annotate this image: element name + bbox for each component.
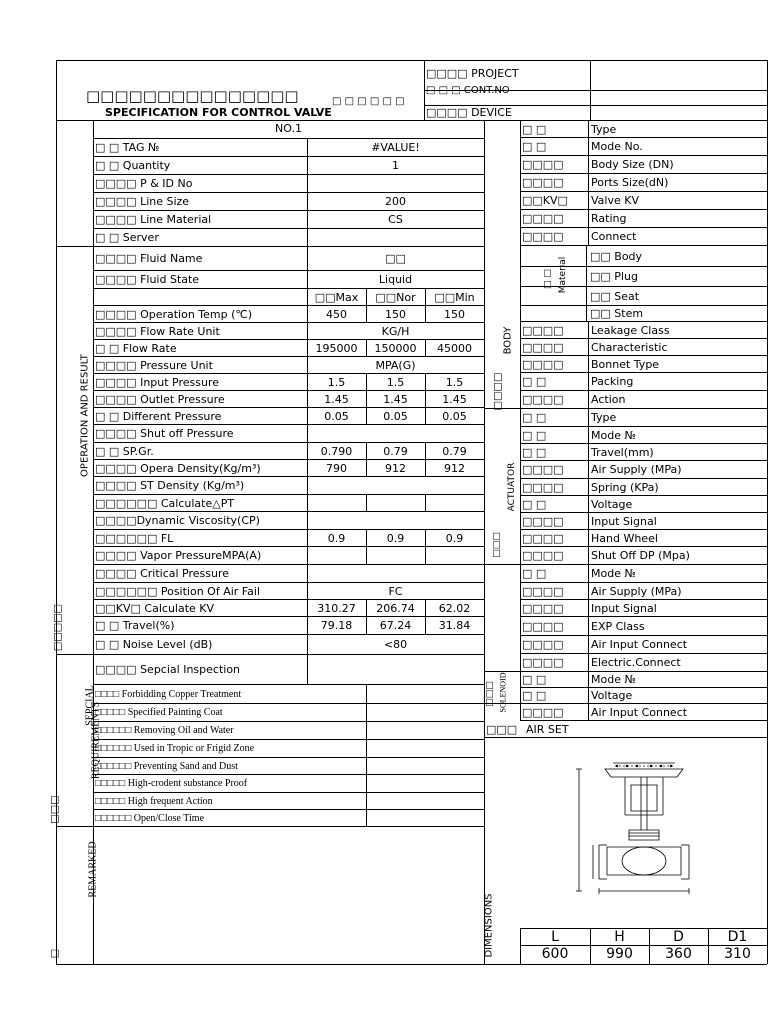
row-value: □□Max (314, 291, 359, 304)
row-label: □□□□ Line Size (95, 195, 190, 208)
right-row-cn: □□□□ (522, 176, 564, 189)
row-label: □ □ Noise Level (dB) (95, 638, 213, 651)
right-row-cn: □□□□ (522, 532, 564, 545)
grid-line (93, 634, 484, 635)
grid-line (93, 582, 484, 583)
grid-line (307, 546, 308, 564)
right-row-en: Leakage Class (591, 324, 670, 337)
row-label: □ □ SP.Gr. (95, 445, 154, 458)
dim-value: 600 (541, 946, 569, 962)
row-value: 1.5 (327, 376, 346, 389)
right-row-en: Spring (KPa) (591, 481, 659, 494)
special-row-label: □□□□ Forbidding Copper Treatment (95, 689, 242, 700)
row-label: □□□□ Fluid State (95, 273, 200, 286)
grid-line (520, 173, 767, 174)
row-value: 1.5 (445, 376, 464, 389)
right-row-cn: □ □ (522, 446, 547, 459)
grid-line (484, 671, 767, 672)
right-row-cn: □ □ (522, 123, 547, 136)
dim-header: D1 (727, 929, 748, 945)
row-label: □□□□ Input Pressure (95, 376, 220, 389)
special-row-label: □□□□□□ Open/Close Time (95, 813, 205, 824)
row-value: 0.79 (442, 445, 467, 458)
row-value: 0.9 (445, 532, 464, 545)
grid-line (520, 512, 767, 513)
right-row-en: Type (591, 123, 617, 136)
grid-line (425, 546, 426, 564)
right-row-en: EXP Class (591, 620, 645, 633)
special-row-label: □□□□□□ Used in Tropic or Frigid Zone (95, 743, 255, 754)
control-valve-drawing (565, 755, 745, 905)
material-row: □□ Stem (590, 307, 644, 320)
row-label: □□□□ Outlet Pressure (95, 393, 225, 406)
grid-line (93, 684, 484, 685)
row-value: 31.84 (438, 619, 471, 632)
grid-line (93, 246, 484, 247)
body-label: BODY (502, 326, 514, 355)
material-row: □□ Body (590, 250, 643, 263)
grid-line (520, 599, 767, 600)
row-value: KG/H (381, 325, 410, 338)
right-row-cn: □□□□ (522, 638, 564, 651)
right-row-cn: □□KV□ (522, 194, 568, 207)
right-row-en: Electric.Connect (591, 656, 681, 669)
row-label: □□KV□ Calculate KV (95, 602, 215, 615)
special-row-label: □□□□□□ Removing Oil and Water (95, 725, 234, 736)
row-value: 310.27 (317, 602, 356, 615)
right-row-cn: □□□□ (522, 585, 564, 598)
grid-line (520, 209, 767, 210)
grid-line (484, 408, 767, 409)
right-row-cn: □□□□ (522, 515, 564, 528)
row-label: □□□□ Vapor PressureMPA(A) (95, 549, 262, 562)
right-row-en: Bonnet Type (591, 358, 660, 371)
right-row-en: Voltage (591, 498, 633, 511)
right-row-en: Body Size (DN) (591, 158, 674, 171)
grid-line (520, 338, 767, 339)
grid-line (93, 511, 484, 512)
row-label: □□□□□□ Calculate△PT (95, 497, 235, 510)
row-value: 45000 (437, 342, 472, 355)
grid-line (520, 546, 767, 547)
row-label: □ □ Flow Rate (95, 342, 177, 355)
grid-line (307, 228, 308, 246)
grid-line (520, 355, 767, 356)
grid-line (93, 739, 484, 740)
right-row-en: Ports Size(dN) (591, 176, 669, 189)
right-row-en: Shut Off DP (Mpa) (591, 549, 690, 562)
grid-line (93, 174, 484, 175)
grid-line (520, 155, 767, 156)
right-row-cn: □ □ (522, 498, 547, 511)
right-row-en: Input Signal (591, 515, 657, 528)
row-label: □□□□□□ Position Of Air Fail (95, 585, 260, 598)
grid-line (56, 120, 767, 121)
right-row-cn: □□□□ (522, 341, 564, 354)
row-value: 1.5 (386, 376, 405, 389)
dim-header: D (673, 929, 684, 945)
special-row-label: □□□□□ High frequent Action (95, 796, 213, 807)
right-row-en: Characteristic (591, 341, 668, 354)
grid-line (307, 654, 308, 684)
grid-line (520, 720, 767, 721)
row-value: 150000 (374, 342, 417, 355)
row-label: □□□□ Opera Density(Kg/m³) (95, 462, 261, 475)
right-row-cn: □ □ (522, 411, 547, 424)
grid-line (366, 684, 367, 826)
row-value: 0.9 (386, 532, 405, 545)
grid-line (93, 228, 484, 229)
row-label: □□□□□□ FL (95, 532, 174, 545)
right-row-en: Mode № (591, 673, 636, 686)
grid-line (93, 356, 484, 357)
dim-value: 310 (724, 946, 751, 962)
remark-cn-label: □ (49, 948, 61, 959)
row-value: 200 (385, 195, 406, 208)
operation-label: OPERATION AND RESULT (79, 354, 91, 477)
material-cn-label: □ □ (543, 269, 553, 289)
right-row-en: Connect (591, 230, 637, 243)
row-value: 0.05 (383, 410, 408, 423)
row-label: □□□□ ST Density (Kg/m³) (95, 479, 245, 492)
grid-line (93, 809, 484, 810)
right-row-cn: □□□□ (522, 706, 564, 719)
grid-line (93, 192, 484, 193)
right-row-cn: □□□□ (522, 358, 564, 371)
body-cn-label: □□□□ (492, 372, 504, 411)
right-row-en: Valve KV (591, 194, 639, 207)
grid-line (588, 321, 589, 720)
grid-line (56, 246, 93, 247)
right-row-en: Input Signal (591, 602, 657, 615)
row-value: FC (388, 585, 403, 598)
row-label: □□□□ Pressure Unit (95, 359, 213, 372)
right-row-cn: □ □ (522, 689, 547, 702)
right-row-en: Mode No. (591, 140, 643, 153)
grid-line (586, 245, 587, 321)
no-header: NO.1 (275, 122, 302, 135)
row-value: 1.45 (383, 393, 408, 406)
right-row-en: Action (591, 393, 626, 406)
grid-line (520, 305, 767, 306)
device-label: □□□□ DEVICE (426, 106, 512, 119)
row-value: Liquid (378, 273, 413, 286)
grid-line (520, 227, 767, 228)
row-value: <80 (383, 638, 408, 651)
grid-line (93, 826, 484, 827)
right-row-en: Hand Wheel (591, 532, 658, 545)
row-label: □□□□ Critical Pressure (95, 567, 230, 580)
contno-label: □ □ □ CONT.NO (426, 85, 510, 96)
grid-line (307, 511, 308, 529)
grid-line (56, 826, 93, 827)
grid-line (484, 737, 767, 738)
grid-line (93, 156, 484, 157)
grid-line (93, 792, 484, 793)
grid-line (425, 494, 426, 511)
solenoid-cn-label: □□□ (485, 681, 495, 707)
right-row-en: Air Supply (MPa) (591, 585, 682, 598)
right-row-en: Air Input Connect (591, 706, 688, 719)
row-value: 912 (385, 462, 406, 475)
row-label: □□□□ Operation Temp (℃) (95, 308, 253, 321)
grid-line (93, 476, 484, 477)
grid-line (56, 964, 767, 965)
project-label: □□□□ PROJECT (426, 67, 519, 80)
grid-line (520, 653, 767, 654)
material-row: □□ Plug (590, 270, 638, 283)
row-value: 0.05 (442, 410, 467, 423)
right-row-cn: □□□□ (522, 463, 564, 476)
grid-line (520, 120, 521, 720)
row-label: □ □ Different Pressure (95, 410, 222, 423)
grid-line (520, 582, 767, 583)
row-value: 206.74 (376, 602, 415, 615)
grid-line (93, 138, 484, 139)
row-value: 0.9 (327, 532, 346, 545)
dim-value: 360 (665, 946, 692, 962)
right-row-en: Voltage (591, 689, 633, 702)
grid-line (93, 757, 484, 758)
title-cn: □□□□□□□□□□□□□□□ (86, 87, 299, 105)
right-row-en: Air Supply (MPa) (591, 463, 682, 476)
row-value: 790 (326, 462, 347, 475)
right-row-cn: □ □ (522, 375, 547, 388)
row-label: □□□□ Flow Rate Unit (95, 325, 220, 338)
row-value: 1 (392, 159, 399, 172)
grid-line (520, 372, 767, 373)
grid-line (307, 476, 308, 494)
row-value: 62.02 (438, 602, 471, 615)
right-row-cn: □□□□ (522, 602, 564, 615)
grid-line (520, 616, 767, 617)
material-row: □□ Seat (590, 290, 640, 303)
right-row-en: Mode № (591, 429, 636, 442)
right-row-en: Type (591, 411, 617, 424)
row-value: 79.18 (320, 619, 353, 632)
grid-line (520, 460, 767, 461)
row-label: □ □ TAG № (95, 141, 160, 154)
right-row-en: Rating (591, 212, 627, 225)
remarked-label: REMARKED (87, 841, 99, 898)
right-row-cn: □ □ (522, 673, 547, 686)
right-row-cn: □□□□ (522, 393, 564, 406)
right-row-cn: □□□□ (522, 656, 564, 669)
grid-line (307, 494, 308, 511)
dim-value: 990 (606, 946, 633, 962)
row-label: □□□□Dynamic Viscosity(CP) (95, 514, 260, 527)
row-label: □ □ Quantity (95, 159, 171, 172)
solenoid-label: SOLENOID (498, 672, 508, 713)
dim-header: L (551, 929, 559, 945)
grid-line (520, 321, 767, 322)
grid-line (520, 443, 767, 444)
grid-line (93, 654, 484, 655)
grid-line (520, 191, 767, 192)
special-row-label: □□□□□ High-crodent substance Proof (95, 778, 248, 789)
dim-header: H (614, 929, 625, 945)
special-row-label: □□□□□□ Preventing Sand and Dust (95, 761, 238, 772)
grid-line (520, 529, 767, 530)
right-row-cn: □ □ (522, 429, 547, 442)
row-value: MPA(G) (375, 359, 416, 372)
grid-line (93, 210, 484, 211)
grid-line (520, 390, 767, 391)
grid-line (307, 174, 308, 192)
right-row-en: Mode № (591, 567, 636, 580)
row-value: □□Nor (375, 291, 416, 304)
operation-cn-label: □□□□□ (52, 603, 64, 652)
right-row-cn: □□□□ (522, 158, 564, 171)
special-row-label: □□□□□ Specified Painting Coat (95, 707, 223, 718)
grid-line (520, 495, 767, 496)
row-value: 150 (385, 308, 406, 321)
actuator-cn-label: □□□ (492, 532, 502, 558)
row-label: □□□□ P & ID No (95, 177, 193, 190)
req-cn-label: □□□ (49, 795, 61, 824)
right-row-cn: □□□□ (522, 481, 564, 494)
grid-line (520, 137, 767, 138)
grid-line (484, 120, 485, 964)
row-label: □ □ Travel(%) (95, 619, 175, 632)
grid-line (520, 687, 767, 688)
grid-line (520, 635, 767, 636)
grid-line (93, 564, 484, 565)
grid-line (484, 564, 767, 565)
right-row-cn: □ □ (522, 567, 547, 580)
material-label: Material (558, 256, 568, 294)
grid-line (588, 120, 589, 245)
sepcial-label: SEPCIAL (84, 685, 96, 726)
row-value: CS (388, 213, 403, 226)
grid-line (93, 270, 484, 271)
right-row-cn: □□□□ (522, 324, 564, 337)
actuator-label: ACTUATOR (507, 462, 517, 512)
grid-line (520, 426, 767, 427)
row-value: 0.05 (324, 410, 349, 423)
grid-line (93, 322, 484, 323)
right-row-cn: □ □ (522, 140, 547, 153)
grid-line (93, 703, 484, 704)
right-row-cn: □□□□ (522, 212, 564, 225)
row-value: 67.24 (379, 619, 412, 632)
grid-line (307, 564, 308, 582)
right-row-en: Packing (591, 375, 634, 388)
grid-line (56, 60, 767, 61)
row-value: #VALUE! (371, 141, 420, 154)
grid-line (93, 774, 484, 775)
row-value: 1.45 (442, 393, 467, 406)
row-value: 912 (444, 462, 465, 475)
title-mid-cn: □ □ □ □ □ □ (332, 96, 405, 107)
grid-line (93, 424, 484, 425)
row-value: 195000 (315, 342, 358, 355)
grid-line (307, 424, 308, 442)
right-row-en: Air Input Connect (591, 638, 688, 651)
airset-label: AIR SET (526, 723, 569, 736)
grid-line (366, 546, 367, 564)
row-value: □□ (385, 252, 406, 265)
right-row-cn: □□□□ (522, 620, 564, 633)
row-label: □□□□ Fluid Name (95, 252, 203, 265)
airset-cn: □□□ (486, 723, 518, 736)
row-value: □□Min (434, 291, 475, 304)
right-row-en: Travel(mm) (591, 446, 654, 459)
requirements-label: REQUIREMENTS (90, 701, 102, 780)
row-label: □ □ Server (95, 231, 159, 244)
title-en: SPECIFICATION FOR CONTROL VALVE (105, 106, 332, 119)
row-label: □□□□ Line Material (95, 213, 212, 226)
special-row-label: □□□□ Sepcial Inspection (95, 663, 241, 676)
row-value: 0.790 (320, 445, 353, 458)
right-row-cn: □□□□ (522, 230, 564, 243)
row-value: 1.45 (324, 393, 349, 406)
grid-line (93, 721, 484, 722)
dimensions-label: DIMENSIONS (483, 893, 495, 958)
row-value: 450 (326, 308, 347, 321)
row-label: □□□□ Shut off Pressure (95, 427, 234, 440)
grid-line (520, 478, 767, 479)
right-row-cn: □□□□ (522, 549, 564, 562)
grid-line (484, 703, 767, 704)
grid-line (366, 494, 367, 511)
row-value: 0.79 (383, 445, 408, 458)
row-value: 150 (444, 308, 465, 321)
